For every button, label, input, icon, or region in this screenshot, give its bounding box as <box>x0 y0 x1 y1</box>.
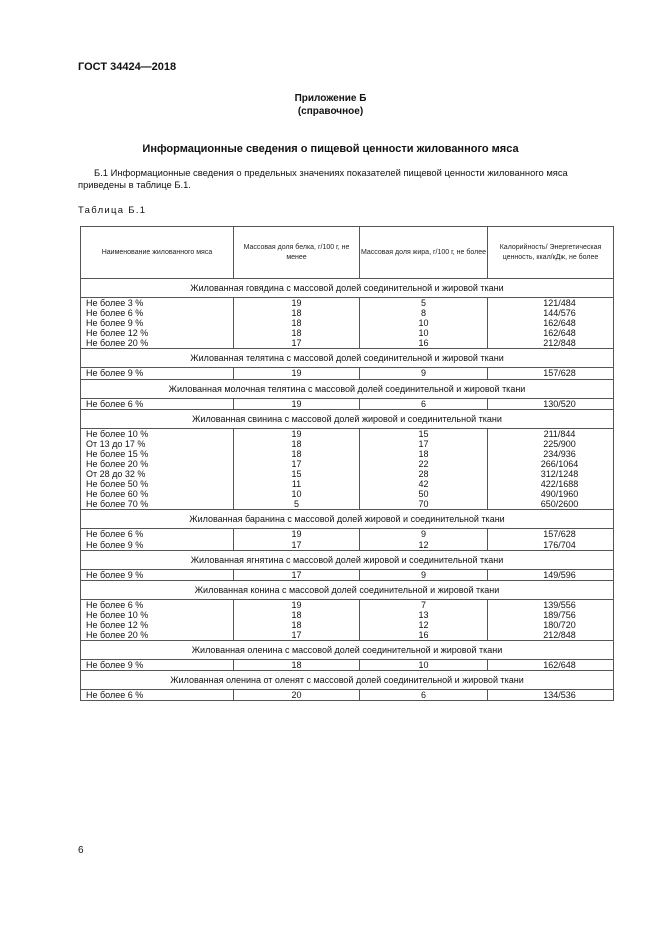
cell-fat-value: 8 <box>420 308 426 319</box>
cell-fat-value: 16 <box>418 338 429 349</box>
cell-name <box>81 298 234 349</box>
cell-name <box>81 368 234 379</box>
header-fat: Массовая доля жира, г/100 г, не более <box>360 227 488 279</box>
cell-calories <box>488 599 614 640</box>
group-title: Жилованная говядина с массовой долей соединительной и жировой ткани <box>81 279 614 298</box>
table-row <box>81 398 614 409</box>
table-row <box>81 529 614 550</box>
cell-name-value: Не более 3 % <box>86 298 144 308</box>
cell-fat-value: 6 <box>420 690 426 701</box>
table-group-row <box>81 409 614 428</box>
table-row <box>81 298 614 349</box>
cell-fat-value: 18 <box>418 448 429 459</box>
cell-name-value: Не более 50 % <box>86 479 149 490</box>
cell-name-value: Не более 20 % <box>86 458 149 469</box>
cell-fat-value: 10 <box>418 318 429 329</box>
cell-calories-value: 121/484 <box>543 298 576 308</box>
cell-fat <box>360 599 488 640</box>
cell-name-value: Не более 10 % <box>86 428 149 439</box>
cell-calories-value: 490/1960 <box>540 489 579 500</box>
cell-protein-value: 17 <box>291 338 302 349</box>
cell-name-value: Не более 6 % <box>86 398 144 409</box>
table-row <box>81 368 614 379</box>
header-protein: Массовая доля белка, г/100 г, не менее <box>234 227 360 279</box>
cell-fat-value: 42 <box>418 479 429 490</box>
cell-calories <box>488 690 614 701</box>
cell-name-value: Не более 9 % <box>86 368 144 379</box>
cell-protein-value: 17 <box>291 458 302 469</box>
table-group-row <box>81 550 614 569</box>
cell-fat-value: 12 <box>418 619 429 630</box>
cell-calories-value: 211/844 <box>543 428 576 439</box>
cell-protein <box>234 298 360 349</box>
cell-protein-value: 11 <box>291 479 302 490</box>
appendix-header <box>0 92 661 118</box>
cell-fat <box>360 529 488 550</box>
table-group-row <box>81 279 614 298</box>
cell-calories-value: 162/648 <box>543 328 576 339</box>
table-row <box>81 690 614 701</box>
table-group-row <box>81 510 614 529</box>
table-header-row <box>81 227 614 279</box>
cell-calories <box>488 298 614 349</box>
cell-protein <box>234 398 360 409</box>
section-heading: Информационные сведения о пищевой ценности жилованного мяса <box>142 143 519 155</box>
cell-fat-value: 22 <box>418 458 429 469</box>
cell-protein <box>234 569 360 580</box>
cell-calories-value: 266/1064 <box>540 458 579 469</box>
cell-protein-value: 10 <box>291 489 302 500</box>
cell-protein <box>234 368 360 379</box>
intro-paragraph: Б.1 Информационные сведения о предельных значениях показателей пищевой ценности жилованного мяса приведены в таблице Б.1. <box>78 167 568 190</box>
cell-fat-value: 13 <box>418 609 429 620</box>
cell-name <box>81 569 234 580</box>
cell-protein-value: 5 <box>293 499 299 510</box>
cell-name-value: От 28 до 32 % <box>86 469 146 480</box>
cell-name-value: Не более 70 % <box>86 499 149 510</box>
cell-protein <box>234 599 360 640</box>
cell-name <box>81 690 234 701</box>
cell-calories-value: 157/628 <box>543 368 576 379</box>
cell-fat-value: 12 <box>418 539 429 550</box>
nutrition-table-body <box>81 227 614 701</box>
group-title: Жилованная ягнятина с массовой долей жировой и соединительной ткани <box>81 550 614 569</box>
cell-name-value: Не более 9 % <box>86 318 144 329</box>
table-row <box>81 660 614 671</box>
cell-protein-value: 17 <box>291 569 302 580</box>
cell-name-value: Не более 12 % <box>86 328 149 339</box>
cell-calories-value: 650/2600 <box>540 499 579 510</box>
cell-calories-value: 180/720 <box>543 619 576 630</box>
cell-name <box>81 660 234 671</box>
group-title: Жилованная телятина с массовой долей соединительной и жировой ткани <box>81 349 614 368</box>
cell-protein-value: 17 <box>291 629 302 640</box>
cell-name-value: Не более 12 % <box>86 619 149 630</box>
header-name: Наименование жилованного мяса <box>81 227 234 279</box>
table-row <box>81 599 614 640</box>
page-number: 6 <box>78 845 84 856</box>
cell-calories <box>488 368 614 379</box>
cell-protein-value: 18 <box>291 448 302 459</box>
cell-calories-value: 144/576 <box>543 308 576 319</box>
cell-calories-value: 134/536 <box>543 690 576 701</box>
group-title: Жилованная оленина с массовой долей соединительной и жировой ткани <box>81 641 614 660</box>
cell-protein-value: 18 <box>291 308 302 319</box>
cell-fat <box>360 660 488 671</box>
cell-fat-value: 70 <box>418 499 429 510</box>
cell-protein-value: 18 <box>291 318 302 329</box>
cell-protein-value: 20 <box>291 690 302 701</box>
cell-calories-value: 312/1248 <box>540 469 579 480</box>
document-code: ГОСТ 34424—2018 <box>78 61 177 73</box>
cell-fat <box>360 298 488 349</box>
cell-name-value: Не более 6 % <box>86 308 144 319</box>
cell-calories-value: 130/520 <box>543 398 576 409</box>
header-calories: Калорийность/ Энергетическая ценность, ккал/кДж, не более <box>488 227 614 279</box>
cell-calories-value: 212/848 <box>543 338 576 349</box>
cell-name <box>81 428 234 510</box>
cell-calories <box>488 529 614 550</box>
group-title: Жилованная оленина от оленят с массовой долей соединительной и жировой ткани <box>81 671 614 690</box>
cell-protein-value: 18 <box>291 660 302 671</box>
cell-name-value: Не более 9 % <box>86 660 144 671</box>
appendix-note: (справочное) <box>297 106 364 117</box>
cell-fat-value: 6 <box>420 398 426 409</box>
nutrition-table <box>80 226 614 701</box>
cell-name-value: Не более 6 % <box>86 690 144 701</box>
cell-name-value: Не более 60 % <box>86 489 149 500</box>
cell-protein <box>234 660 360 671</box>
group-title: Жилованная конина с массовой долей соединительной и жировой ткани <box>81 580 614 599</box>
table-group-row <box>81 379 614 398</box>
table-group-row <box>81 580 614 599</box>
cell-calories-value: 157/628 <box>543 529 576 540</box>
cell-name-value: Не более 9 % <box>86 569 144 580</box>
cell-name-value: От 13 до 17 % <box>86 438 146 449</box>
cell-fat-value: 9 <box>420 569 426 580</box>
cell-protein <box>234 690 360 701</box>
cell-calories-value: 139/556 <box>543 599 576 610</box>
cell-calories-value: 149/596 <box>543 569 576 580</box>
group-title: Жилованная молочная телятина с массовой долей соединительной и жировой ткани <box>81 379 614 398</box>
table-group-row <box>81 671 614 690</box>
cell-fat-value: 28 <box>418 469 429 480</box>
cell-protein-value: 17 <box>291 539 302 550</box>
cell-protein-value: 19 <box>291 398 302 409</box>
cell-fat <box>360 368 488 379</box>
group-title: Жилованная свинина с массовой долей жировой и соединительной ткани <box>81 409 614 428</box>
cell-calories-value: 162/648 <box>543 318 576 329</box>
cell-protein-value: 19 <box>291 428 302 439</box>
cell-fat <box>360 428 488 510</box>
cell-protein-value: 18 <box>291 619 302 630</box>
cell-fat <box>360 690 488 701</box>
cell-protein-value: 18 <box>291 609 302 620</box>
table-caption: Таблица Б.1 <box>78 205 147 216</box>
cell-name-value: Не более 20 % <box>86 338 149 349</box>
cell-calories-value: 422/1688 <box>540 479 579 490</box>
cell-calories-value: 176/704 <box>543 539 576 550</box>
cell-calories-value: 212/848 <box>543 629 576 640</box>
cell-name <box>81 398 234 409</box>
cell-protein <box>234 428 360 510</box>
cell-fat-value: 15 <box>418 428 429 439</box>
cell-fat-value: 10 <box>418 328 429 339</box>
cell-protein-value: 18 <box>291 438 302 449</box>
cell-fat-value: 5 <box>420 298 426 308</box>
table-group-row <box>81 349 614 368</box>
cell-fat-value: 7 <box>420 599 426 610</box>
cell-protein-value: 19 <box>291 368 302 379</box>
cell-protein-value: 18 <box>291 328 302 339</box>
cell-protein-value: 19 <box>291 298 302 308</box>
cell-calories <box>488 398 614 409</box>
cell-name-value: Не более 10 % <box>86 609 149 620</box>
cell-protein <box>234 529 360 550</box>
cell-calories-value: 189/756 <box>543 609 576 620</box>
group-title: Жилованная баранина с массовой долей жировой и соединительной ткани <box>81 510 614 529</box>
cell-protein-value: 19 <box>291 529 302 540</box>
cell-calories <box>488 660 614 671</box>
cell-name-value: Не более 6 % <box>86 529 144 540</box>
cell-name-value: Не более 6 % <box>86 599 144 610</box>
cell-calories-value: 162/648 <box>543 660 576 671</box>
cell-calories-value: 225/900 <box>543 438 576 449</box>
cell-name <box>81 599 234 640</box>
cell-fat <box>360 398 488 409</box>
cell-fat-value: 9 <box>420 529 426 540</box>
cell-fat-value: 9 <box>420 368 426 379</box>
cell-name-value: Не более 9 % <box>86 539 144 550</box>
cell-protein-value: 19 <box>291 599 302 610</box>
cell-fat-value: 17 <box>418 438 429 449</box>
table-group-row <box>81 641 614 660</box>
cell-name <box>81 529 234 550</box>
cell-calories <box>488 428 614 510</box>
cell-calories <box>488 569 614 580</box>
cell-fat <box>360 569 488 580</box>
cell-fat-value: 50 <box>418 489 429 500</box>
cell-calories-value: 234/936 <box>543 448 576 459</box>
cell-fat-value: 16 <box>418 629 429 640</box>
cell-name-value: Не более 20 % <box>86 629 149 640</box>
table-row <box>81 569 614 580</box>
cell-fat-value: 10 <box>418 660 429 671</box>
table-row <box>81 428 614 510</box>
cell-protein-value: 15 <box>291 469 302 480</box>
appendix-title: Приложение Б <box>294 93 367 104</box>
cell-name-value: Не более 15 % <box>86 448 149 459</box>
